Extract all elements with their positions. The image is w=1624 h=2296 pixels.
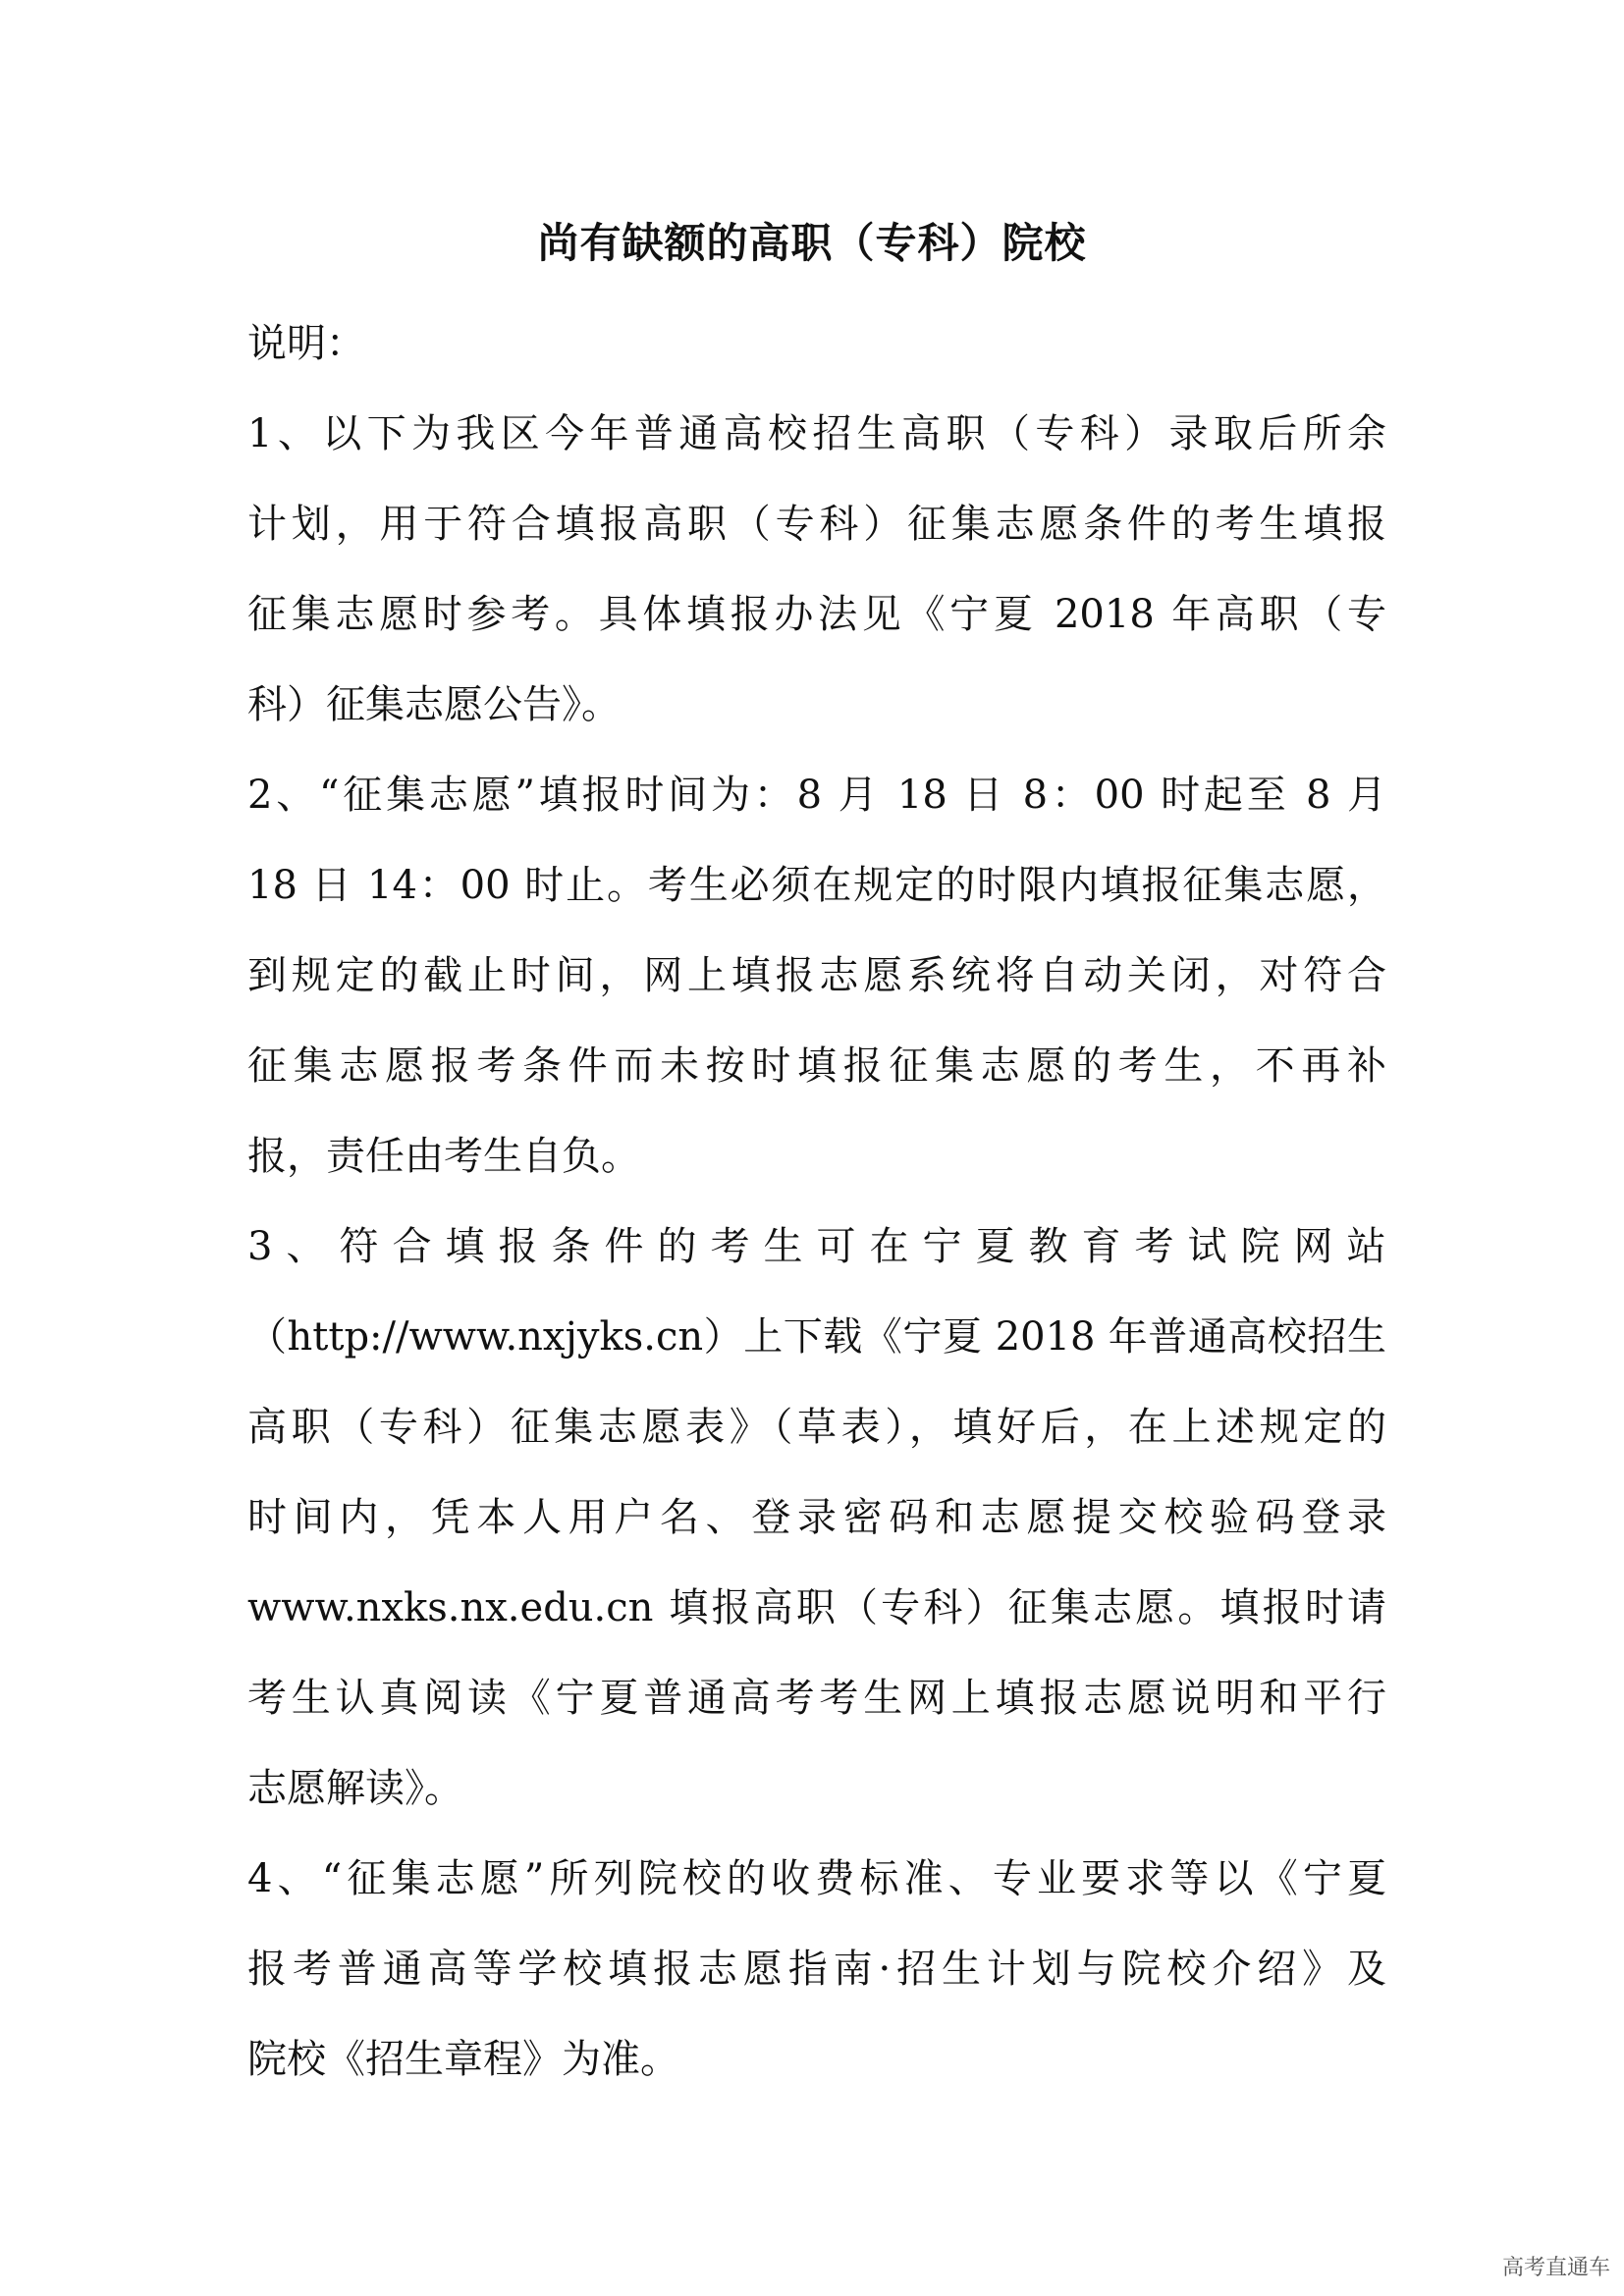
paragraph-3-line-2: （http://www.nxjyks.cn）上下载《宁夏 2018 年普通高校招生 [247, 1314, 1386, 1360]
paragraph-3-line-3: 高职（专科）征集志愿表》（草表），填好后，在上述规定的 [247, 1405, 1386, 1450]
paragraph-3-line-4: 时间内，凭本人用户名、登录密码和志愿提交校验码登录 [247, 1495, 1386, 1540]
paragraph-4-line-3: 院校《招生章程》为准。 [247, 2037, 679, 2082]
paragraph-2-line-5: 报，责任由考生自负。 [247, 1134, 640, 1179]
paragraph-4-line-2: 报考普通高等学校填报志愿指南·招生计划与院校介绍》及 [247, 1947, 1386, 1992]
paragraph-2-line-3: 到规定的截止时间，网上填报志愿系统将自动关闭，对符合 [247, 953, 1386, 998]
paragraph-1-line-2: 计划，用于符合填报高职（专科）征集志愿条件的考生填报 [247, 502, 1386, 547]
paragraph-1-line-4: 科）征集志愿公告》。 [247, 682, 621, 727]
paragraph-2-line-4: 征集志愿报考条件而未按时填报征集志愿的考生，不再补 [247, 1043, 1386, 1089]
paragraph-3-line-7: 志愿解读》。 [247, 1766, 463, 1811]
intro-label: 说明： [247, 321, 365, 366]
paragraph-4-line-1: 4、“征集志愿”所列院校的收费标准、专业要求等以《宁夏 [247, 1856, 1386, 1901]
watermark-text: 高考直通车 [1501, 2256, 1610, 2280]
paragraph-1-line-1: 1、以下为我区今年普通高校招生高职（专科）录取后所余 [247, 411, 1386, 456]
document-title: 尚有缺额的高职（专科）院校 [537, 219, 1087, 267]
paragraph-2-line-1: 2、“征集志愿”填报时间为：8 月 18 日 8：00 时起至 8 月 [247, 773, 1386, 818]
paragraph-1-line-3: 征集志愿时参考。具体填报办法见《宁夏 2018 年高职（专 [247, 592, 1386, 637]
document-body [247, 298, 1400, 2105]
paragraph-2-line-2: 18 日 14：00 时止。考生必须在规定的时限内填报征集志愿， [247, 863, 1386, 908]
paragraph-3-line-6: 考生认真阅读《宁夏普通高考考生网上填报志愿说明和平行 [247, 1676, 1386, 1721]
paragraph-3-line-5: www.nxks.nx.edu.cn 填报高职（专科）征集志愿。填报时请 [247, 1585, 1386, 1630]
paragraph-3-line-1: 3、符合填报条件的考生可在宁夏教育考试院网站 [247, 1224, 1400, 1269]
